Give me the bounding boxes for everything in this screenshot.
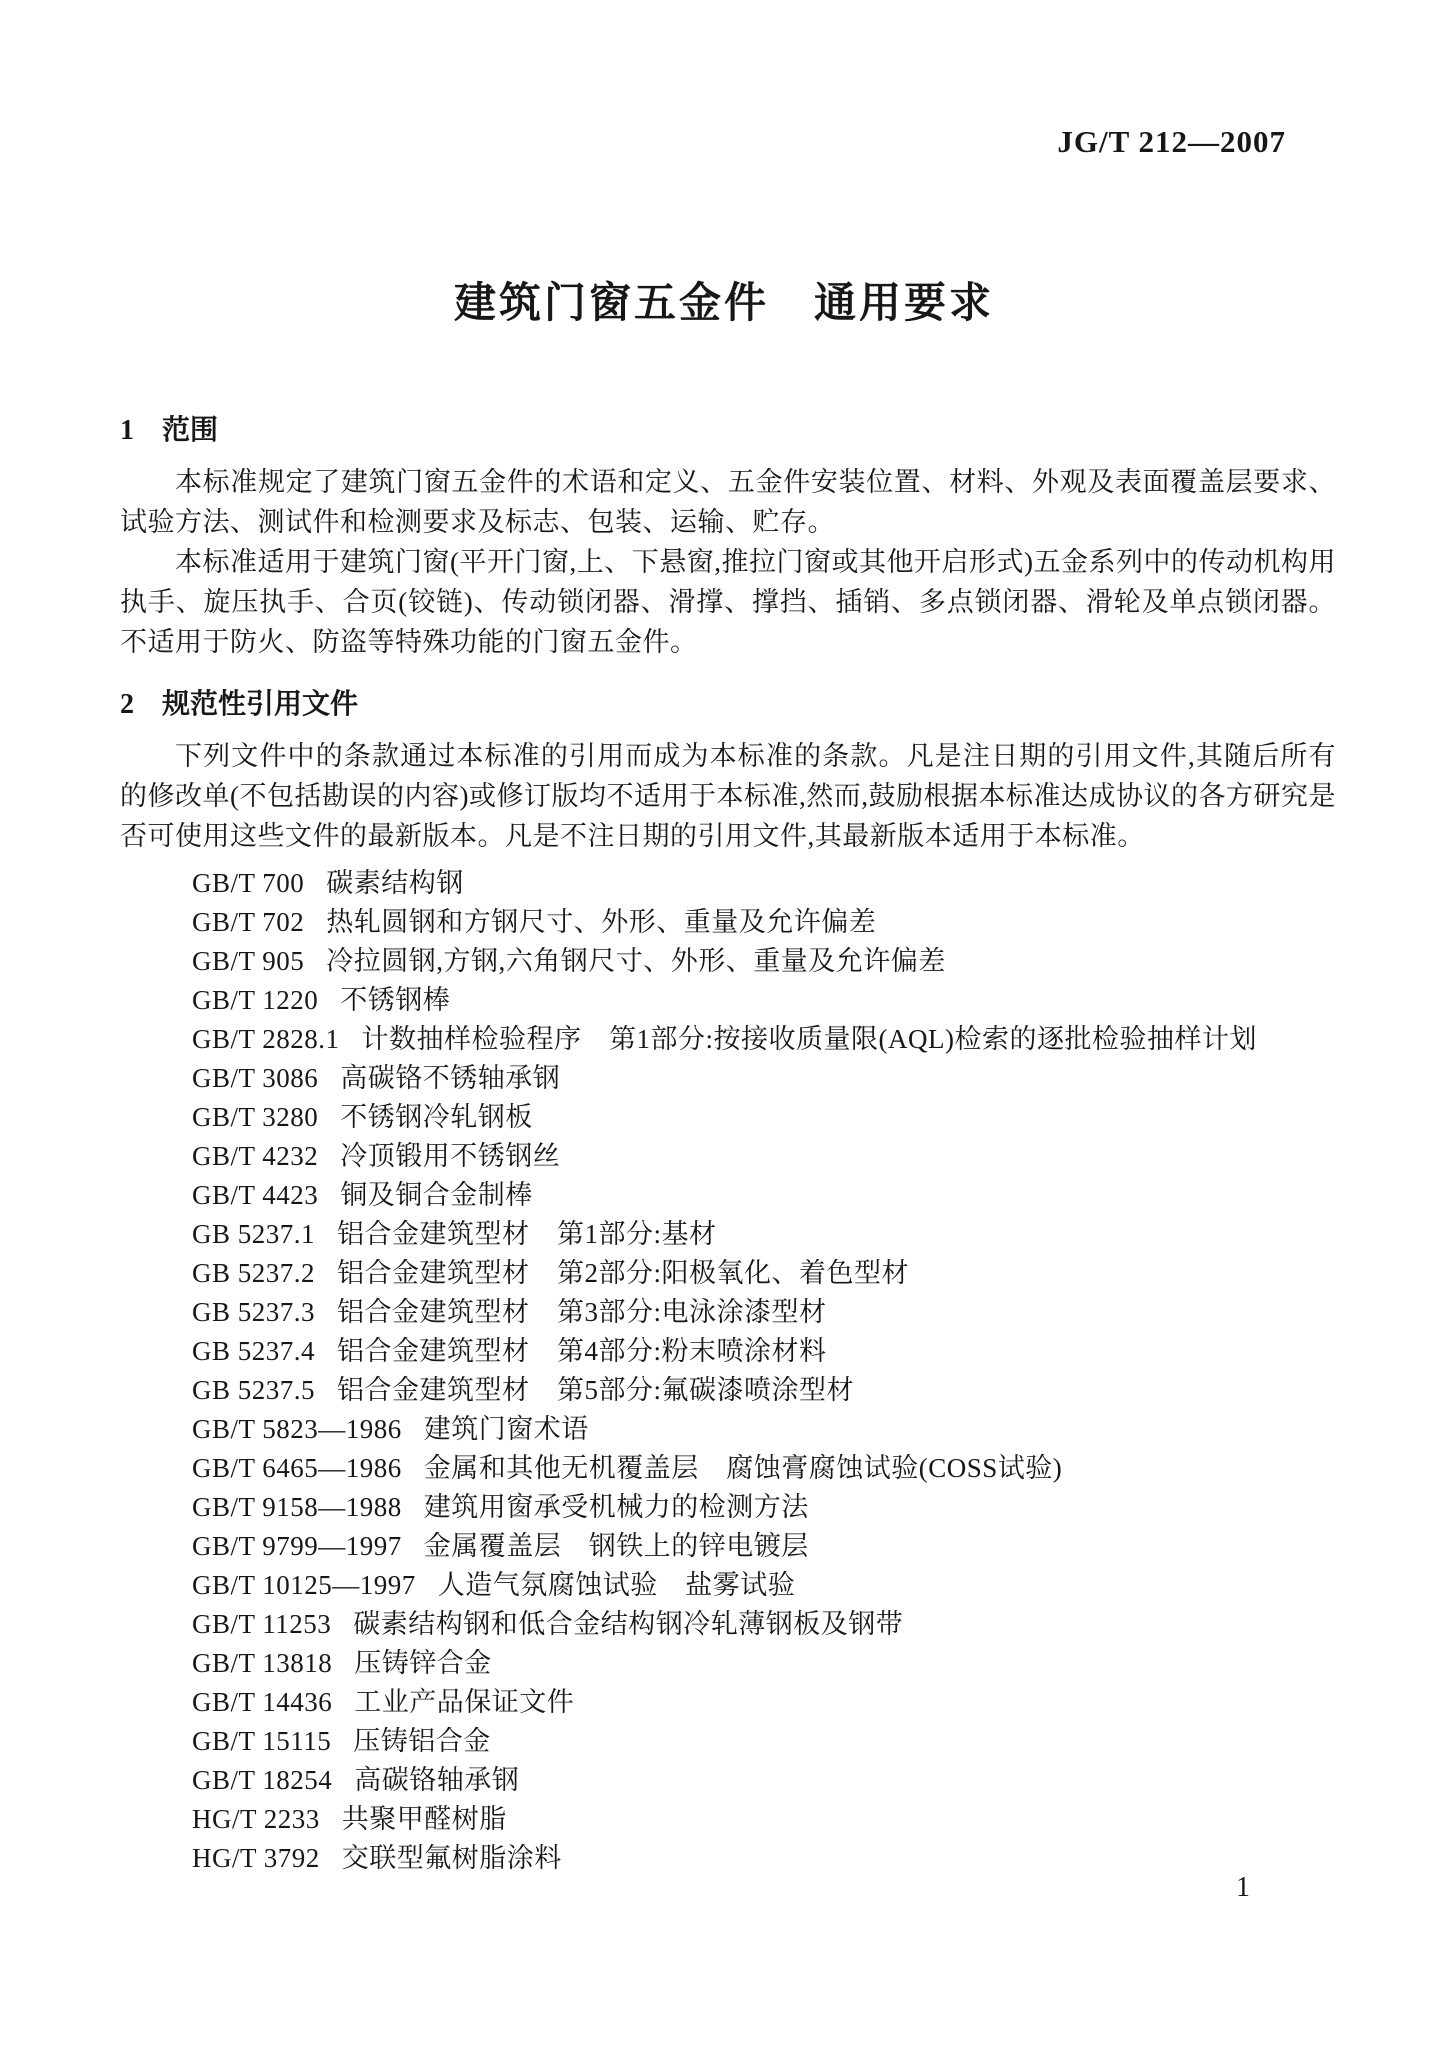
reference-title: 压铸锌合金	[354, 1648, 492, 1678]
reference-item	[192, 1683, 1336, 1722]
reference-code: GB/T 702	[192, 907, 305, 937]
reference-item	[192, 1410, 1336, 1449]
reference-title: 建筑门窗术语	[423, 1414, 589, 1444]
page-number: 1	[1236, 1872, 1250, 1903]
reference-code: GB/T 11253	[192, 1609, 332, 1639]
reference-title: 工业产品保证文件	[354, 1687, 575, 1717]
reference-item	[192, 903, 1336, 942]
reference-title: 铝合金建筑型材 第5部分:氟碳漆喷涂型材	[337, 1375, 855, 1405]
reference-item	[192, 1566, 1336, 1605]
reference-item	[192, 1254, 1336, 1293]
section-references-heading	[120, 688, 1336, 722]
reference-item	[192, 1020, 1336, 1059]
reference-title: 铝合金建筑型材 第2部分:阳极氧化、着色型材	[337, 1258, 910, 1288]
reference-title: 不锈钢棒	[340, 985, 451, 1015]
reference-item	[192, 1059, 1336, 1098]
reference-item	[192, 1215, 1336, 1254]
reference-item	[192, 1488, 1336, 1527]
document-title: 建筑门窗五金件 通用要求	[453, 281, 994, 327]
reference-title: 建筑用窗承受机械力的检测方法	[423, 1492, 809, 1522]
reference-code: GB 5237.3	[192, 1297, 316, 1327]
reference-code: GB/T 13818	[192, 1648, 333, 1678]
reference-code: GB/T 6465—1986	[192, 1453, 402, 1483]
reference-item	[192, 864, 1336, 903]
reference-item	[192, 1605, 1336, 1644]
reference-code: GB/T 4232	[192, 1141, 319, 1171]
reference-code: GB/T 5823—1986	[192, 1414, 402, 1444]
document-body	[120, 414, 1336, 1878]
reference-title: 冷顶锻用不锈钢丝	[340, 1141, 561, 1171]
reference-code: GB/T 18254	[192, 1765, 333, 1795]
reference-title: 压铸铝合金	[353, 1726, 491, 1756]
reference-code: GB/T 15115	[192, 1726, 332, 1756]
reference-item	[192, 1839, 1336, 1878]
reference-title: 金属覆盖层 钢铁上的锌电镀层	[423, 1531, 809, 1561]
reference-code: HG/T 2233	[192, 1804, 320, 1834]
references-intro-paragraph: 下列文件中的条款通过本标准的引用而成为本标准的条款。凡是注日期的引用文件,其随后所有的修改单(不包括勘误的内容)或修订版均不适用于本标准,然而,鼓励根据本标准达成协议的各方研究是否可使用这些文件的最新版本。凡是不注日期的引用文件,其最新版本适用于本标准。	[120, 741, 1336, 851]
reference-title: 冷拉圆钢,方钢,六角钢尺寸、外形、重量及允许偏差	[326, 946, 946, 976]
reference-code: GB/T 9158—1988	[192, 1492, 402, 1522]
section-scope	[120, 414, 1336, 662]
reference-item	[192, 1527, 1336, 1566]
reference-title: 铝合金建筑型材 第3部分:电泳涂漆型材	[337, 1297, 827, 1327]
reference-code: HG/T 3792	[192, 1843, 320, 1873]
reference-title: 金属和其他无机覆盖层 腐蚀膏腐蚀试验(COSS试验)	[423, 1453, 1063, 1483]
section-title: 范围	[162, 415, 219, 446]
section-normative-references	[120, 688, 1336, 1878]
reference-code: GB/T 14436	[192, 1687, 333, 1717]
reference-item	[192, 1293, 1336, 1332]
reference-item	[192, 1644, 1336, 1683]
reference-title: 共聚甲醛树脂	[341, 1804, 507, 1834]
reference-title: 铝合金建筑型材 第1部分:基材	[337, 1219, 717, 1249]
reference-list	[120, 864, 1336, 1878]
section-scope-heading	[120, 414, 1336, 448]
reference-title: 铜及铜合金制棒	[340, 1180, 533, 1210]
scope-paragraph-1: 本标准规定了建筑门窗五金件的术语和定义、五金件安装位置、材料、外观及表面覆盖层要求、试验方法、测试件和检测要求及标志、包装、运输、贮存。	[120, 467, 1336, 537]
reference-title: 人造气氛腐蚀试验 盐雾试验	[437, 1570, 796, 1600]
reference-code: GB 5237.5	[192, 1375, 316, 1405]
standard-code: JG/T 212—2007	[1057, 124, 1286, 159]
reference-item	[192, 1722, 1336, 1761]
reference-code: GB/T 10125—1997	[192, 1570, 416, 1600]
reference-code: GB 5237.4	[192, 1336, 316, 1366]
reference-item	[192, 942, 1336, 981]
reference-item	[192, 1761, 1336, 1800]
scope-paragraph-2: 本标准适用于建筑门窗(平开门窗,上、下悬窗,推拉门窗或其他开启形式)五金系列中的传动机构用执手、旋压执手、合页(铰链)、传动锁闭器、滑撑、撑挡、插销、多点锁闭器、滑轮及单点锁闭器。不适用于防火、防盗等特殊功能的门窗五金件。	[120, 547, 1336, 657]
reference-code: GB/T 905	[192, 946, 305, 976]
section-number: 2	[120, 689, 134, 720]
reference-code: GB/T 2828.1	[192, 1024, 340, 1054]
reference-title: 铝合金建筑型材 第4部分:粉末喷涂材料	[337, 1336, 827, 1366]
reference-title: 交联型氟树脂涂料	[341, 1843, 562, 1873]
reference-item	[192, 1332, 1336, 1371]
section-title: 规范性引用文件	[162, 689, 359, 720]
reference-code: GB/T 3280	[192, 1102, 319, 1132]
reference-item	[192, 1137, 1336, 1176]
reference-code: GB/T 9799—1997	[192, 1531, 402, 1561]
reference-code: GB 5237.1	[192, 1219, 316, 1249]
reference-code: GB/T 4423	[192, 1180, 319, 1210]
reference-item	[192, 1371, 1336, 1410]
reference-item	[192, 1800, 1336, 1839]
reference-title: 计数抽样检验程序 第1部分:按接收质量限(AQL)检索的逐批检验抽样计划	[361, 1024, 1257, 1054]
reference-title: 热轧圆钢和方钢尺寸、外形、重量及允许偏差	[326, 907, 877, 937]
reference-title: 碳素结构钢	[326, 868, 464, 898]
reference-code: GB/T 3086	[192, 1063, 319, 1093]
section-number: 1	[120, 415, 134, 446]
reference-item	[192, 1098, 1336, 1137]
reference-item	[192, 981, 1336, 1020]
reference-title: 高碳铬轴承钢	[354, 1765, 520, 1795]
reference-code: GB 5237.2	[192, 1258, 316, 1288]
reference-code: GB/T 1220	[192, 985, 319, 1015]
reference-title: 不锈钢冷轧钢板	[340, 1102, 533, 1132]
reference-code: GB/T 700	[192, 868, 305, 898]
reference-title: 高碳铬不锈轴承钢	[340, 1063, 561, 1093]
reference-item	[192, 1449, 1336, 1488]
reference-title: 碳素结构钢和低合金结构钢冷轧薄钢板及钢带	[353, 1609, 904, 1639]
reference-item	[192, 1176, 1336, 1215]
